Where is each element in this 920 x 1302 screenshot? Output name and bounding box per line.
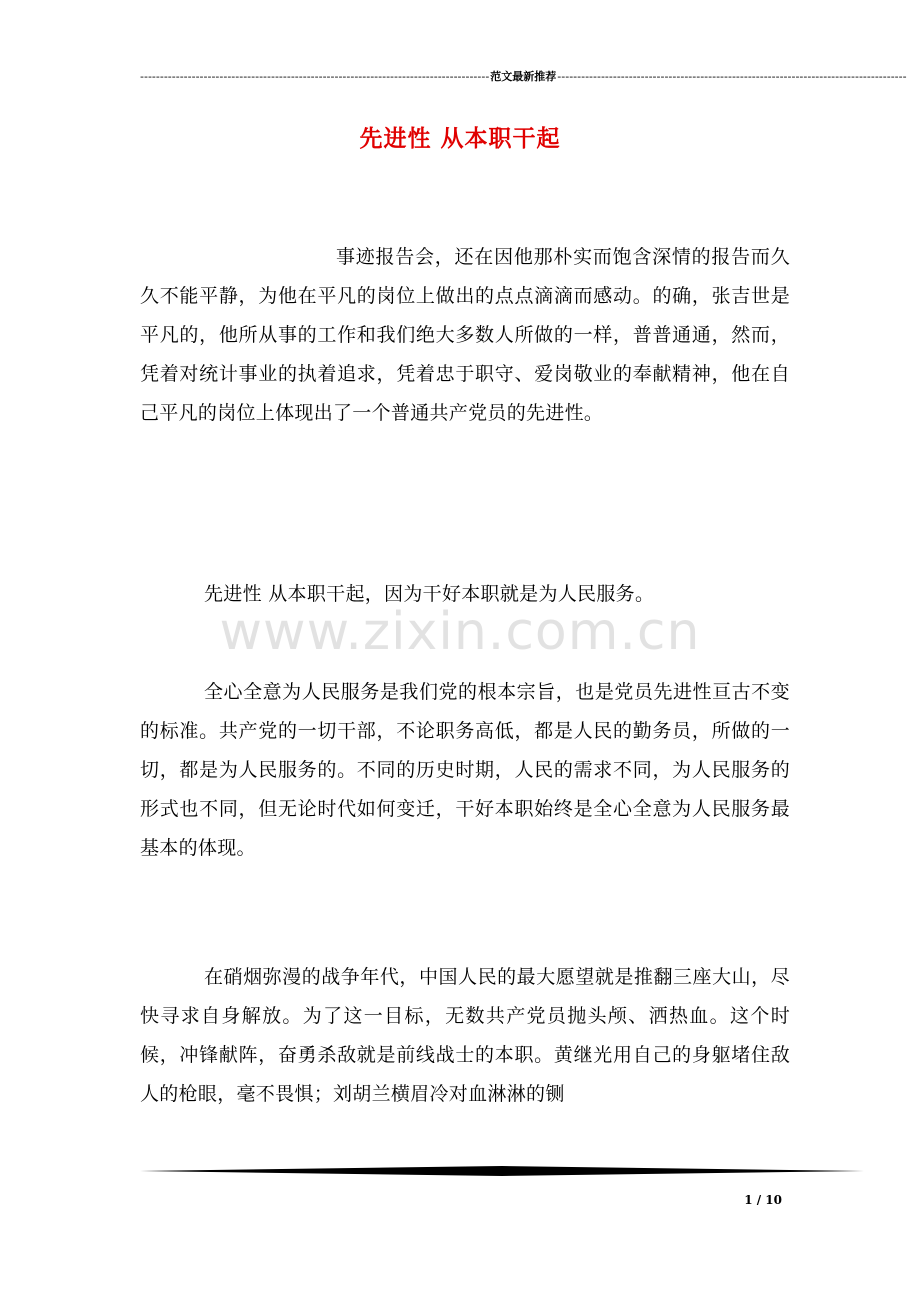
- paragraph-2: 先进性 从本职干起，因为干好本职就是为人民服务。: [204, 583, 655, 605]
- header-dashes-right: ----------------------------------------------------------------------------------------: [557, 70, 907, 83]
- document-title: 先进性 从本职干起: [359, 126, 561, 152]
- paragraph-3: 全心全意为人民服务是我们党的根本宗旨，也是党员先进性亘古不变的标准。共产党的一切干部，不论职务高低，都是人民的勤务员，所做的一切，都是为人民服务的。不同的历史时期，人民的需求不同，为人民服务的形式也不同，但无论时代如何变迁，干好本职始终是全心全意为人民服务最基本的体现。: [140, 681, 790, 859]
- paragraph-4: 在硝烟弥漫的战争年代，中国人民的最大愿望就是推翻三座大山，尽快寻求自身解放。为了这一目标，无数共产党员抛头颅、洒热血。这个时候，冲锋献阵，奋勇杀敌就是前线战士的本职。黄继光用自己的身躯堵住敌人的枪眼，毫不畏惧；刘胡兰横眉冷对血淋淋的铡: [140, 966, 790, 1105]
- paragraph-1: 事迹报告会，还在因他那朴实而饱含深情的报告而久久不能平静，为他在平凡的岗位上做出的点点滴滴而感动。的确，张吉世是平凡的，他所从事的工作和我们绝大多数人所做的一样，普普通通，然而，凭着对统计事业的执着追求，凭着忠于职守、爱岗敬业的奉献精神，他在自己平凡的岗位上体现出了一个普通共产党员的先进性。: [140, 246, 790, 424]
- page-header: [140, 68, 907, 86]
- watermark: www.zixin.com.cn: [219, 602, 701, 662]
- header-label: 范文最新推荐: [490, 70, 557, 83]
- page-number: 1 / 10: [744, 1193, 782, 1207]
- header-dashes-left: ----------------------------------------------------------------------------------------: [140, 70, 490, 83]
- footer-rule: [140, 1165, 864, 1177]
